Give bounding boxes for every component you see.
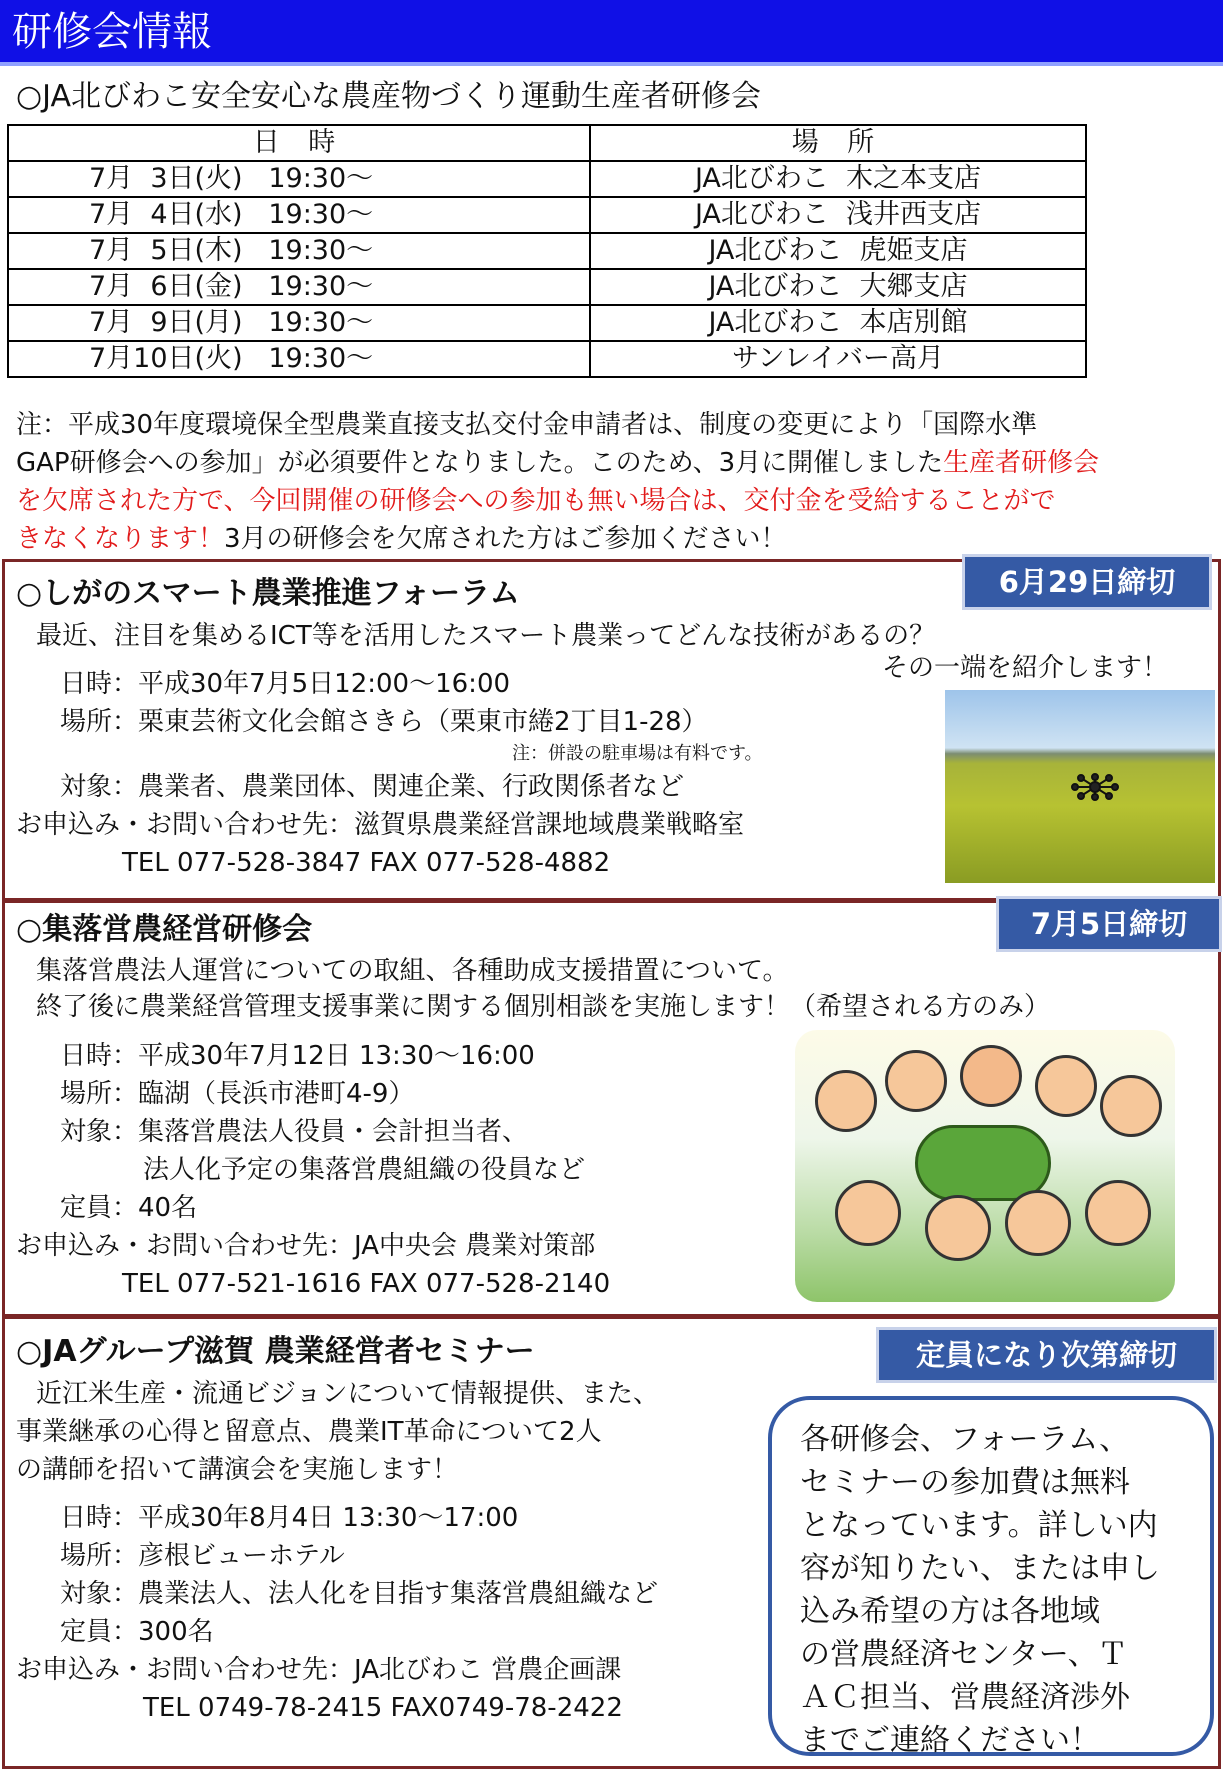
farmer-face-icon <box>835 1180 901 1246</box>
farmer-face-icon <box>1005 1190 1071 1256</box>
section2-date: 日時：平成30年7月5日12:00～16:00 <box>60 669 511 699</box>
info-line: となっています。詳しい内 <box>800 1508 1158 1543</box>
section4-place: 場所：彦根ビューホテル <box>60 1541 345 1571</box>
schedule-date: 7月 6日(金) 19:30～ <box>8 269 590 305</box>
schedule-date: 7月 3日(火) 19:30～ <box>8 161 590 197</box>
section2-desc2: その一端を紹介します！ <box>882 653 1169 683</box>
farmer-face-icon <box>1100 1075 1162 1137</box>
section4-capacity: 定員：300名 <box>60 1617 214 1647</box>
farmer-face-icon <box>815 1070 877 1132</box>
info-line: 各研修会、フォーラム、 <box>800 1422 1130 1457</box>
section2-deadline-badge: 6月29日締切 <box>965 557 1209 607</box>
section3-contact: お申込み・お問い合わせ先：JA中央会 農業対策部 <box>16 1231 596 1261</box>
farmer-face-icon <box>1035 1055 1097 1117</box>
section3-date: 日時：平成30年7月12日 13:30～16:00 <box>60 1041 535 1071</box>
note-line2 <box>16 444 1216 482</box>
section2-parking-note: 注：併設の駐車場は有料です。 <box>512 743 763 764</box>
section1-title: ○JA北びわこ安全安心な農産物づくり運動生産者研修会 <box>16 79 762 114</box>
section2-contact: お申込み・お問い合わせ先：滋賀県農業経営課地域農業戦略室 <box>16 810 745 840</box>
schedule-place: JA北びわこ 浅井西支店 <box>590 197 1086 233</box>
info-line: 込み希望の方は各地域 <box>800 1594 1100 1629</box>
section4-deadline-badge: 定員になり次第締切 <box>879 1330 1214 1380</box>
section3-capacity: 定員：40名 <box>60 1193 198 1223</box>
drone-field-photo <box>945 690 1215 883</box>
table-row <box>8 161 1086 197</box>
note-line2-alert: 生産者研修会 <box>943 448 1100 478</box>
schedule-header-row <box>8 125 1086 161</box>
schedule-date: 7月 4日(水) 19:30～ <box>8 197 590 233</box>
farmer-face-icon <box>960 1045 1022 1107</box>
info-line: ＡＣ担当、営農経済渉外 <box>800 1680 1130 1715</box>
note-line4 <box>16 520 1216 558</box>
page-title: 研修会情報 <box>12 9 212 55</box>
section2-title: ○しがのスマート農業推進フォーラム <box>16 576 520 611</box>
table-row <box>8 341 1086 377</box>
participation-info-box <box>768 1396 1214 1756</box>
section4-date: 日時：平成30年8月4日 13:30～17:00 <box>60 1503 519 1533</box>
schedule-header-date: 日 時 <box>8 125 590 161</box>
section3-title: ○集落営農経営研修会 <box>16 912 313 947</box>
vegetables-icon <box>915 1125 1051 1201</box>
note-line3-alert: を欠席された方で、今回開催の研修会への参加も無い場合は、交付金を受給することがで <box>16 486 1056 516</box>
schedule-date: 7月 5日(木) 19:30～ <box>8 233 590 269</box>
farmer-face-icon <box>1085 1180 1151 1246</box>
info-line: 容が知りたい、または申し <box>800 1551 1160 1586</box>
section3-desc2: 終了後に農業経営管理支援事業に関する個別相談を実施します！（希望される方のみ） <box>36 992 1051 1022</box>
farmer-face-icon <box>885 1050 947 1112</box>
drone-icon <box>945 690 1215 883</box>
section4-tel-fax: TEL 0749-78-2415 FAX0749-78-2422 <box>143 1693 623 1723</box>
section4-contact: お申込み・お問い合わせ先：JA北びわこ 営農企画課 <box>16 1655 622 1685</box>
schedule-place: JA北びわこ 木之本支店 <box>590 161 1086 197</box>
page-header <box>0 0 1223 66</box>
section3-target2: 法人化予定の集落営農組織の役員など <box>143 1155 586 1185</box>
section3-place: 場所：臨湖（長浜市港町4-9） <box>60 1079 415 1109</box>
schedule-place: サンレイバー高月 <box>590 341 1086 377</box>
section3-desc1: 集落営農法人運営についての取組、各種助成支援措置について。 <box>36 956 789 986</box>
schedule-date: 7月10日(火) 19:30～ <box>8 341 590 377</box>
farmer-face-icon <box>925 1195 991 1261</box>
section2-place: 場所：栗東芸術文化会館さきら（栗東市綣2丁目1-28） <box>60 707 708 737</box>
section1-note <box>16 406 1216 558</box>
note-line4-alert: きなくなります！ <box>16 524 225 554</box>
section3-deadline-badge: 7月5日締切 <box>999 899 1219 949</box>
schedule-date: 7月 9日(月) 19:30～ <box>8 305 590 341</box>
section2-tel-fax: TEL 077-528-3847 FAX 077-528-4882 <box>122 848 611 878</box>
info-line: セミナーの参加費は無料 <box>800 1465 1130 1500</box>
section2-target: 対象：農業者、農業団体、関連企業、行政関係者など <box>60 772 685 802</box>
schedule-header-place: 場 所 <box>590 125 1086 161</box>
schedule-place: JA北びわこ 大郷支店 <box>590 269 1086 305</box>
note-line2-text: GAP研修会への参加」が必須要件となりました。このため、3月に開催しました <box>16 448 944 478</box>
schedule-place: JA北びわこ 虎姫支店 <box>590 233 1086 269</box>
farmers-illustration <box>795 1030 1175 1302</box>
note-line1: 注：平成30年度環境保全型農業直接支払交付金申請者は、制度の変更により「国際水準 <box>16 410 1038 440</box>
table-row <box>8 269 1086 305</box>
section4-target: 対象：農業法人、法人化を目指す集落営農組織など <box>60 1579 659 1609</box>
section2-desc1: 最近、注目を集めるICT等を活用したスマート農業ってどんな技術があるの？ <box>36 621 936 651</box>
section4-title: ○JAグループ滋賀 農業経営者セミナー <box>16 1334 535 1369</box>
section3-target1: 対象：集落営農法人役員・会計担当者、 <box>60 1117 529 1147</box>
table-row <box>8 197 1086 233</box>
schedule-place: JA北びわこ 本店別館 <box>590 305 1086 341</box>
info-line: までご連絡ください！ <box>800 1723 1100 1758</box>
section3-tel-fax: TEL 077-521-1616 FAX 077-528-2140 <box>122 1269 611 1299</box>
section4-desc2: 事業継承の心得と留意点、農業IT革命について2人 <box>16 1417 602 1447</box>
section4-desc3: の講師を招いて講演会を実施します！ <box>16 1455 459 1485</box>
info-line: の営農経済センター、Ｔ <box>800 1637 1128 1672</box>
section4-desc1: 近江米生産・流通ビジョンについて情報提供、また、 <box>36 1379 659 1409</box>
note-line4-text: 3月の研修会を欠席された方はご参加ください！ <box>224 524 787 554</box>
table-row <box>8 233 1086 269</box>
schedule-table <box>7 124 1087 378</box>
table-row <box>8 305 1086 341</box>
